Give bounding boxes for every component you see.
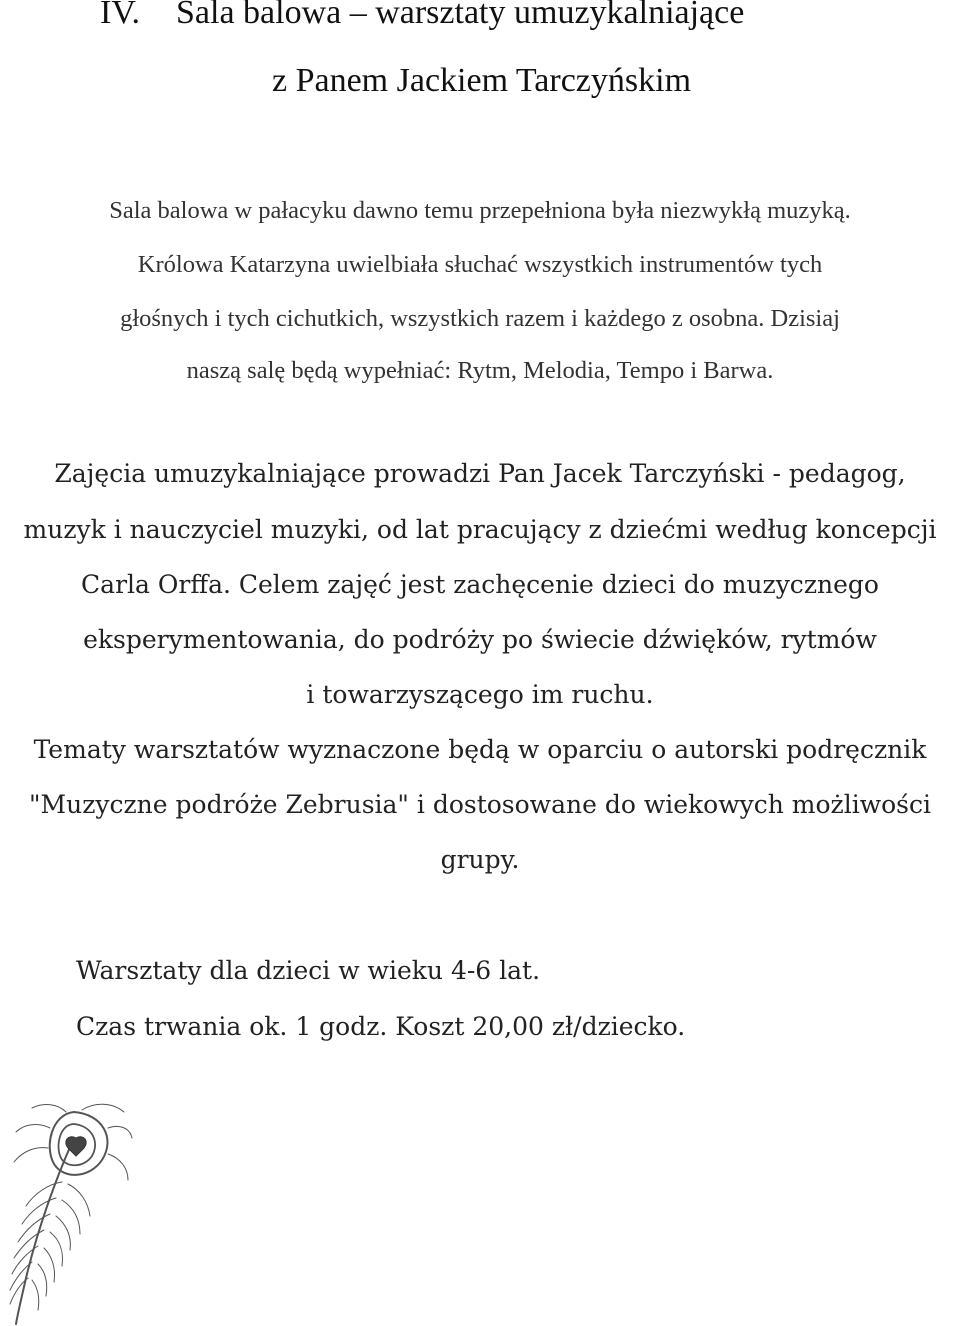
description-line: grupy. [440,845,520,874]
section-number: IV. [100,0,140,31]
age-info: Warsztaty dla dzieci w wieku 4-6 lat. [76,956,541,985]
intro-line: naszą salę będą wypełniać: Rytm, Melodia, Tempo i Barwa. [186,357,774,384]
description-line: i towarzyszącego im ruchu. [306,680,654,709]
description-line: Carla Orffa. Celem zajęć jest zachęcenie dzieci do muzycznego [81,570,879,599]
description-line: Zajęcia umuzykalniające prowadzi Pan Jacek Tarczyński - pedagog, [54,459,906,488]
intro-line: Sala balowa w pałacyku dawno temu przepełniona była niezwykłą muzyką. [109,197,851,224]
description-line: eksperymentowania, do podróży po świecie dźwięków, rytmów [83,625,877,654]
intro-line: Królowa Katarzyna uwielbiała słuchać wszystkich instrumentów tych [137,251,823,278]
description-line: "Muzyczne podróże Zebrusia" i dostosowane do wiekowych możliwości [29,790,931,819]
section-title-text: Sala balowa – warsztaty umuzykalniające [176,0,745,31]
description-line: Tematy warsztatów wyznaczone będą w oparciu o autorski podręcznik [33,735,927,764]
description-line: muzyk i nauczyciel muzyki, od lat pracujący z dziećmi według koncepcji [23,515,937,544]
section-subtitle: z Panem Jackiem Tarczyńskim [272,62,692,99]
section-title [100,0,744,32]
duration-cost-info: Czas trwania ok. 1 godz. Koszt 20,00 zł/dziecko. [76,1012,686,1041]
intro-line: głośnych i tych cichutkich, wszystkich razem i każdego z osobna. Dzisiaj [120,305,840,332]
peacock-feather-icon [4,1098,134,1326]
